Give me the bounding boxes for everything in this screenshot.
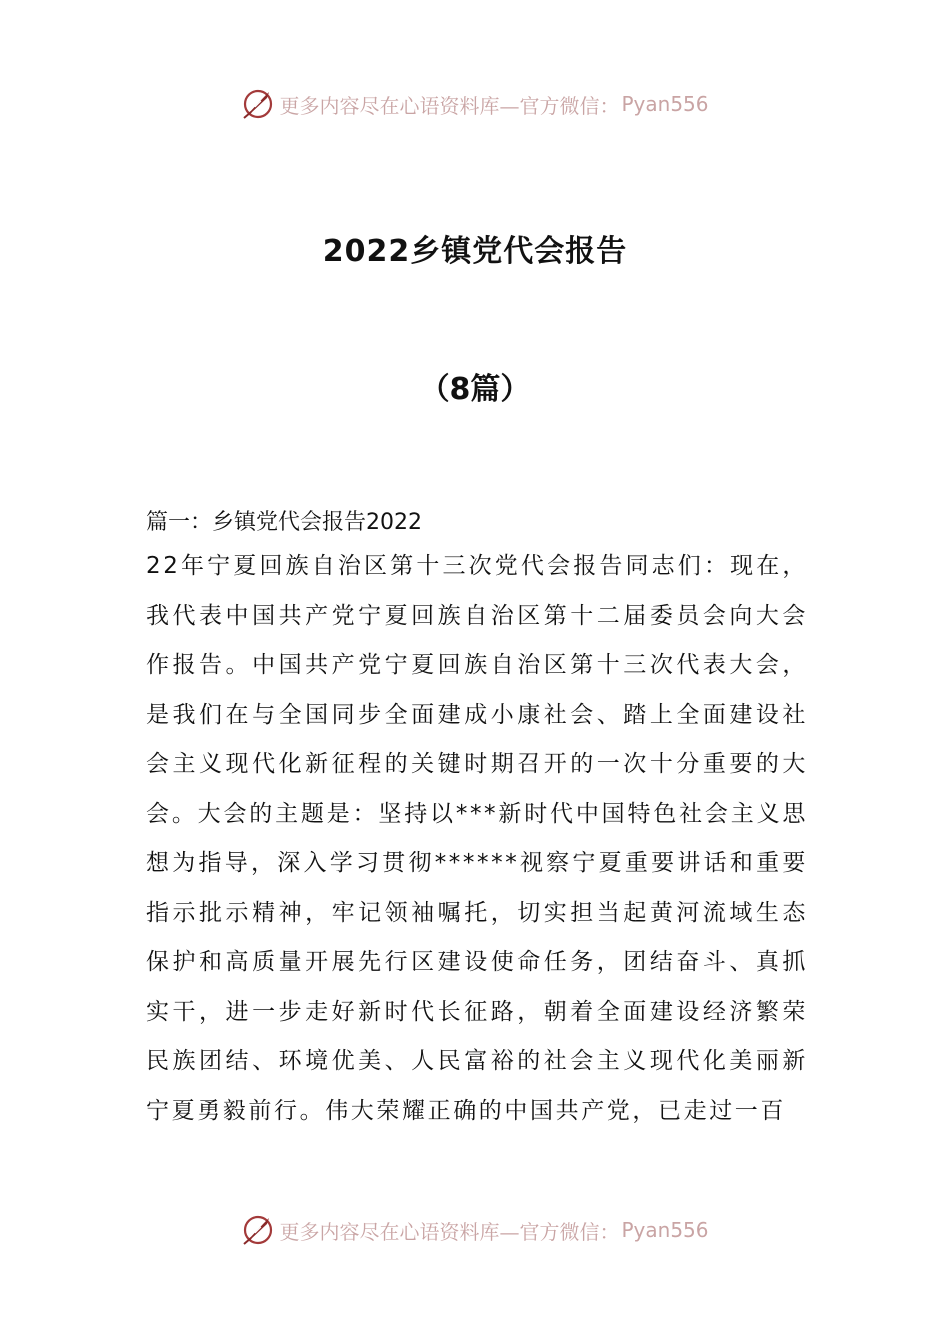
footer-wechat-id: Pyan556	[621, 1218, 709, 1242]
document-title: 2022乡镇党代会报告	[322, 234, 628, 269]
quill-pen-logo-icon	[241, 1213, 275, 1247]
header-banner-text: 更多内容尽在心语资料库—官方微信：	[279, 93, 620, 118]
header-banner	[0, 84, 950, 124]
document-body	[146, 504, 808, 1136]
document-subtitle: （8篇）	[419, 372, 531, 407]
footer-banner	[0, 1210, 950, 1250]
section-heading: 篇一：乡镇党代会报告2022	[146, 510, 422, 535]
header-wechat-id: Pyan556	[621, 92, 709, 116]
body-paragraph: 22年宁夏回族自治区第十三次党代会报告同志们：现在，我代表中国共产党宁夏回族自治区第十二届委员会向大会作报告。中国共产党宁夏回族自治区第十三次代表大会，是我们在与全国同步全面建成小康社会、踏上全面建设社会主义现代化新征程的关键时期召开的一次十分重要的大会。大会的主题是：坚持以***新时代中国特色社会主义思想为指导，深入学习贯彻******视察宁夏重要讲话和重要指示批示精神，牢记领袖嘱托，切实担当起黄河流域生态保护和高质量开展先行区建设使命任务，团结奋斗、真抓实干，进一步走好新时代长征路，朝着全面建设经济繁荣民族团结、环境优美、人民富裕的社会主义现代化美丽新宁夏勇毅前行。伟大荣耀正确的中国共产党，已走过一百	[146, 553, 808, 1124]
footer-banner-text: 更多内容尽在心语资料库—官方微信：	[279, 1219, 620, 1244]
quill-pen-logo-icon	[241, 87, 275, 121]
